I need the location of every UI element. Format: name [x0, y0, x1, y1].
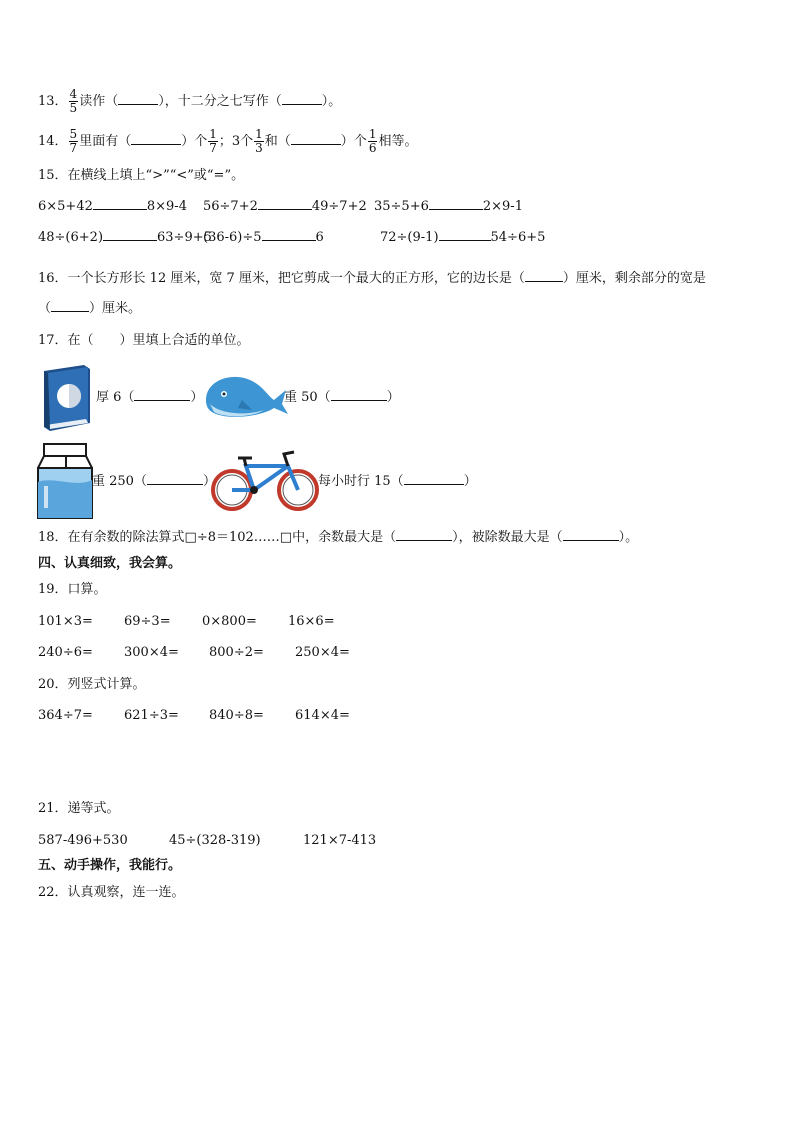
answer-blank[interactable]	[51, 311, 89, 312]
compare-right: 2×9-1	[482, 199, 523, 214]
fraction-numerator: 1	[209, 127, 217, 141]
answer-blank[interactable]	[331, 400, 387, 401]
question-15-prompt: 15．在横线上填上“>”“<”或“=”。	[38, 168, 245, 183]
compare-left: 48÷(6+2)	[38, 230, 104, 245]
question-text: 相等。	[378, 134, 418, 149]
answer-blank[interactable]	[396, 540, 452, 541]
milk-carton-icon	[36, 442, 94, 520]
compare-blank[interactable]	[103, 240, 157, 241]
compare-item	[38, 230, 212, 246]
calc-item: 121×7-413	[303, 833, 377, 848]
question-16-line1	[38, 271, 706, 287]
compare-blank[interactable]	[258, 209, 312, 210]
answer-blank[interactable]	[118, 104, 158, 105]
question-13	[38, 88, 341, 115]
section-heading: 四、认真细致，我会算。	[38, 556, 182, 571]
compare-right: 6	[315, 230, 324, 245]
calc-item: 16×6=	[288, 614, 335, 629]
question-text: ）厘米。	[89, 301, 142, 316]
compare-right: 8×9-4	[146, 199, 187, 214]
calc-item: 840÷8=	[209, 708, 264, 723]
question-number: 13．	[38, 94, 68, 109]
fraction	[69, 128, 79, 155]
calc-item: 0×800=	[202, 614, 257, 629]
calc-item: 800÷2=	[209, 645, 264, 660]
fraction	[368, 128, 378, 155]
unit-close: ）	[190, 390, 204, 405]
fraction	[69, 88, 79, 115]
answer-blank[interactable]	[147, 484, 203, 485]
unit-label: 重 50（	[284, 390, 331, 405]
compare-right: 63÷9+5	[157, 230, 212, 245]
question-number: 14．	[38, 134, 68, 149]
fraction-numerator: 4	[69, 87, 78, 101]
calc-item: 101×3=	[38, 614, 93, 629]
answer-blank[interactable]	[525, 281, 563, 282]
answer-blank[interactable]	[291, 144, 341, 145]
unit-close: ）	[386, 390, 400, 405]
fraction-denominator: 6	[368, 141, 377, 155]
question-text: ；3个	[218, 134, 254, 149]
compare-right: 54÷6+5	[490, 230, 546, 245]
compare-item	[380, 230, 545, 246]
question-text: 和（	[264, 134, 291, 149]
question-18	[38, 530, 638, 546]
question-text: 里面有（	[79, 134, 132, 149]
question-14	[38, 128, 417, 155]
fraction	[254, 128, 264, 155]
compare-left: 72÷(9-1)	[380, 230, 439, 245]
fraction-denominator: 7	[69, 141, 78, 155]
answer-blank[interactable]	[563, 540, 619, 541]
unit-label: 重 250（	[92, 474, 147, 489]
question-19-prompt: 19．口算。	[38, 582, 107, 597]
question-text: ）。	[618, 530, 639, 545]
question-text: （	[38, 301, 52, 316]
calc-item: 300×4=	[124, 645, 179, 660]
calc-item: 587-496+530	[38, 833, 128, 848]
answer-blank[interactable]	[404, 484, 464, 485]
compare-left: 6×5+42	[38, 199, 93, 214]
question-20-prompt: 20．列竖式计算。	[38, 677, 146, 692]
compare-blank[interactable]	[93, 209, 147, 210]
fraction-numerator: 1	[368, 127, 377, 141]
answer-blank[interactable]	[131, 144, 181, 145]
question-17-prompt: 17．在（ ）里填上合适的单位。	[38, 333, 250, 348]
unit-label: 每小时行 15（	[318, 474, 404, 489]
calc-item: 364÷7=	[38, 708, 93, 723]
fraction-numerator: 5	[69, 127, 78, 141]
compare-item	[203, 230, 324, 246]
question-text: ）厘米，剩余部分的宽是	[562, 271, 706, 286]
compare-item	[203, 199, 367, 215]
unit-item	[92, 474, 216, 490]
answer-blank[interactable]	[134, 400, 190, 401]
question-22-prompt: 22．认真观察，连一连。	[38, 885, 185, 900]
compare-blank[interactable]	[429, 209, 483, 210]
section-heading: 五、动手操作，我能行。	[38, 858, 182, 873]
question-text: ），十二分之七写作（	[158, 94, 282, 109]
calc-item: 621÷3=	[124, 708, 179, 723]
question-text: 18．在有余数的除法算式□÷8＝102……□中，余数最大是（	[38, 530, 397, 545]
question-text: 16．一个长方形长 12 厘米，宽 7 厘米，把它剪成一个最大的正方形，它的边长是（	[38, 271, 525, 286]
compare-left: 56÷7+2	[203, 199, 258, 214]
compare-item	[38, 199, 187, 215]
calc-item: 250×4=	[295, 645, 350, 660]
question-text: ）个	[181, 134, 208, 149]
calc-item: 240÷6=	[38, 645, 93, 660]
whale-icon	[202, 370, 288, 422]
fraction-denominator: 5	[69, 101, 78, 115]
unit-item	[284, 390, 400, 406]
question-16-line2	[38, 301, 141, 317]
compare-right: 49÷7+2	[311, 199, 367, 214]
question-text: ）个	[340, 134, 367, 149]
unit-label: 厚 6（	[96, 390, 135, 405]
question-text: ）。	[321, 94, 342, 109]
answer-blank[interactable]	[282, 104, 322, 105]
compare-blank[interactable]	[439, 240, 491, 241]
fraction-numerator: 1	[255, 127, 263, 141]
compare-left: (36-6)÷5	[203, 230, 262, 245]
question-text: 读作（	[79, 94, 119, 109]
calc-item: 45÷(328-319)	[169, 833, 261, 848]
calc-item: 614×4=	[295, 708, 350, 723]
fraction-denominator: 7	[209, 141, 217, 155]
question-text: ），被除数最大是（	[452, 530, 563, 545]
unit-item	[96, 390, 203, 406]
compare-item	[374, 199, 523, 215]
unit-close: ）	[463, 474, 477, 489]
compare-blank[interactable]	[262, 240, 316, 241]
book-icon	[38, 363, 96, 433]
unit-item	[318, 474, 477, 490]
fraction	[208, 128, 218, 155]
unit-close: ）	[202, 474, 216, 489]
question-21-prompt: 21．递等式。	[38, 801, 120, 816]
calc-item: 69÷3=	[124, 614, 171, 629]
bicycle-icon	[210, 448, 320, 514]
compare-left: 35÷5+6	[374, 199, 429, 214]
fraction-denominator: 3	[255, 141, 263, 155]
